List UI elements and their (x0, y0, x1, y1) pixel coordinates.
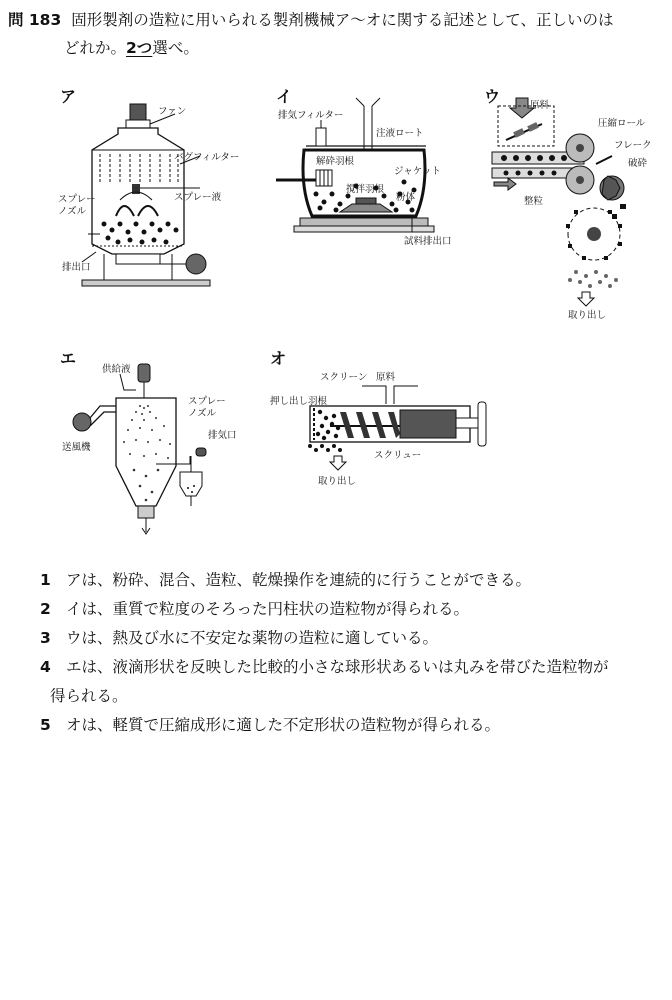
choice-number: 3 (40, 629, 51, 647)
label-exhaust-filter: 排気フィルター (278, 110, 344, 121)
label-takeout-u: 取り出し (568, 310, 607, 321)
choice-3[interactable] (40, 624, 668, 653)
label-raw-material: 原料 (530, 100, 550, 111)
label-spray-liquid: スプレー液 (174, 192, 222, 203)
choice-text-continued: 得られる。 (50, 687, 128, 705)
label-crushing-blade: 解砕羽根 (316, 156, 355, 167)
label-spray-nozzle-2: ノズル (188, 408, 217, 419)
figure-e (60, 346, 260, 546)
choice-number: 2 (40, 600, 51, 618)
choice-1[interactable] (40, 566, 668, 595)
label-flake: フレーク (614, 140, 652, 151)
choice-text: アは、粉砕、混合、造粒、乾燥操作を連続的に行うことができる。 (66, 571, 532, 589)
label-screen: スクリーン (320, 372, 368, 383)
label-spray-nozzle-1: スプレー (58, 194, 96, 205)
choice-text: オは、軽質で圧縮成形に適した不定形状の造粒物が得られる。 (66, 716, 501, 734)
label-spray-nozzle-1: スプレー (188, 396, 226, 407)
spray-dryer-diagram (60, 346, 260, 546)
figure-i-label: イ (276, 87, 293, 106)
figure-i (276, 84, 476, 294)
label-jacket: ジャケット (394, 166, 441, 177)
label-sizing: 整粒 (524, 196, 544, 207)
choice-2[interactable] (40, 595, 668, 624)
label-agitating-blade: 撹拌羽根 (346, 184, 385, 195)
choice-5[interactable] (40, 711, 668, 740)
label-exhaust-port: 排気口 (208, 430, 237, 441)
choice-number: 4 (40, 658, 51, 676)
label-takeout-o: 取り出し (318, 476, 357, 487)
question-text-line2b: 選べ。 (152, 39, 199, 57)
roller-compactor-diagram (484, 84, 668, 324)
high-shear-mixer-diagram (276, 84, 476, 294)
figure-o-label: オ (270, 349, 287, 368)
figure-u (484, 84, 668, 324)
choice-number: 5 (40, 716, 51, 734)
choice-4[interactable] (40, 653, 668, 711)
figure-e-label: エ (60, 349, 77, 368)
label-injection-funnel: 注液ロート (376, 128, 424, 139)
fluid-bed-granulator-diagram (60, 84, 260, 294)
label-screw: スクリュー (374, 450, 422, 461)
label-compression-roll: 圧縮ロール (598, 118, 646, 129)
label-extrusion-blade: 押し出し羽根 (270, 396, 328, 407)
figure-o (270, 346, 510, 506)
label-bag-filter: バグフィルター (174, 152, 240, 163)
label-feed-liquid: 供給液 (102, 364, 131, 375)
label-fan: ファン (158, 106, 187, 117)
screw-extruder-diagram (270, 346, 510, 506)
question-line-1 (8, 6, 668, 34)
question-header (8, 6, 668, 62)
label-raw-material-o: 原料 (376, 372, 396, 383)
label-crushing: 破砕 (628, 158, 648, 169)
question-text-line2a: どれか。 (64, 39, 127, 57)
question-number: 問 183 (8, 11, 62, 29)
answer-choices (40, 566, 668, 740)
figure-u-label: ウ (484, 87, 501, 106)
figure-a (60, 84, 260, 294)
choice-text: イは、重質で粒度のそろった円柱状の造粒物が得られる。 (66, 600, 470, 618)
question-emphasis: 2つ (126, 39, 153, 57)
label-sample-outlet: 試料排出口 (404, 236, 452, 247)
label-spray-nozzle-2: ノズル (58, 206, 87, 217)
choice-text: ウは、熱及び水に不安定な薬物の造粒に適している。 (66, 629, 439, 647)
choice-number: 1 (40, 571, 51, 589)
label-powder: 粉体 (396, 192, 416, 203)
question-line-2 (8, 34, 668, 62)
label-blower: 送風機 (62, 442, 91, 453)
figure-a-label: ア (60, 87, 77, 106)
label-outlet: 排出口 (62, 262, 91, 273)
choice-text: エは、液滴形状を反映した比較的小さな球形状あるいは丸みを帯びた造粒物が (66, 658, 609, 676)
question-text-line1: 固形製剤の造粒に用いられる製剤機械ア～オに関する記述として、正しいのは (71, 11, 614, 29)
